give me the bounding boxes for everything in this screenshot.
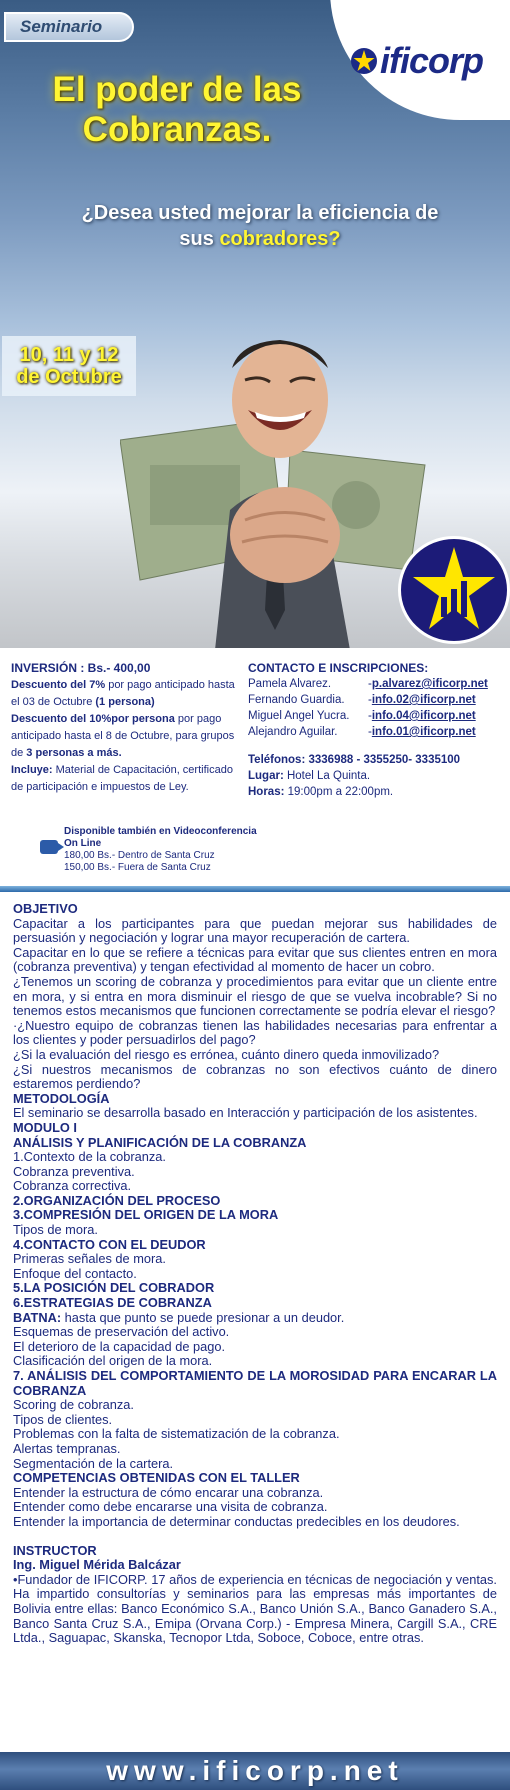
contact-email[interactable]: info.01@ificorp.net [371,726,476,738]
discount-2-text: por pago anticipado hasta el 8 de Octubre, para grupos de [11,713,235,759]
contact-name: Alejandro Aguilar. [248,726,338,738]
methodology-heading: METODOLOGÍA [13,1090,110,1106]
module-heading: MODULO I [13,1119,77,1135]
title-line-1: El poder de las [52,70,302,109]
discount-2 [11,711,243,762]
question-line-1: ¿Desea usted mejorar la eficiencia de [81,202,439,224]
contact-row: Fernando Guardia. - info.02@ificorp.net [248,694,476,706]
objective-p1: Capacitar a los participantes para que puedan mejorar sus habilidades de persuasión y negociación y lograr una mayor recuperación de cartera. [13,915,497,946]
module-line: Enfoque del contacto. [13,1265,137,1281]
dates-line-1: 10, 11 y 12 [19,344,119,366]
batna-label: BATNA: [13,1309,62,1325]
topic-heading: 4.CONTACTO CON EL DEUDOR [13,1236,206,1252]
objective-p2: Capacitar en lo que se refiere a técnicas para evitar que sus clientes entren en mora (cobranza preventiva) y tengan efectividad al momento de hacer un cobro. [13,944,497,975]
ificorp-star-seal [398,536,510,644]
investment-heading: INVERSIÓN : Bs.- 400,00 [11,661,151,675]
main-title [12,70,342,150]
location-value: Hotel La Quinta. [286,770,371,782]
discount-1-label: Descuento del 7% [11,679,106,691]
competency-item: Entender la estructura de cómo encarar una cobranza. [13,1484,324,1500]
title-line-2: Cobranzas. [82,110,272,149]
contact-heading: CONTACTO E INSCRIPCIONES: [248,661,429,675]
discount-1-note: (1 persona) [95,696,155,708]
contact-email[interactable]: p.alvarez@ificorp.net [371,678,488,690]
module-line: Esquemas de preservación del activo. [13,1324,230,1340]
videoconference-text [64,826,257,874]
topic-heading: 7. ANÁLISIS DEL COMPORTAMIENTO DE LA MOROSIDAD PARA ENCARAR LA COBRANZA [13,1368,497,1398]
topic-heading: 3.COMPRESIÓN DEL ORIGEN DE LA MORA [13,1207,279,1223]
ificorp-logo[interactable] [350,40,483,82]
contact-name: Fernando Guardia. [248,694,345,706]
module-line: Tipos de clientes. [13,1411,113,1427]
video-camera-icon [40,840,58,854]
instructor-name: Ing. Miguel Mérida Balcázar [13,1557,181,1573]
module-line: Problemas con la falta de sistematización de la cobranza. [13,1426,340,1442]
objective-p5: ¿Si la evaluación del riesgo es errónea, cuánto dinero queda inmovilizado? [13,1046,440,1062]
module-line: Scoring de cobranza. [13,1397,134,1413]
batna-text: hasta que punto se puede presionar a un deudor. [61,1309,345,1325]
discount-1-text: por pago anticipado hasta el 03 de Octubre [11,679,235,708]
section-divider [0,886,510,892]
topic-heading: 6.ESTRATEGIAS DE COBRANZA [13,1295,212,1311]
hours-value: 19:00pm a 22:00pm. [287,786,394,798]
dates-line-2: de Octubre [16,366,122,388]
videoconference-info [40,826,257,874]
hero-banner [0,0,510,648]
discount-2-label: Descuento del 10%por persona [11,713,175,725]
star-logo-icon [350,47,378,75]
question-highlight: cobradores? [219,228,341,250]
seminar-content [13,902,497,1646]
contact-row: Alejandro Aguilar. - info.01@ificorp.net [248,726,476,738]
contact-row: Miguel Angel Yucra. - info.04@ificorp.net [248,710,476,722]
competencies-heading: COMPETENCIAS OBTENIDAS CON EL TALLER [13,1470,300,1486]
module-title: ANÁLISIS Y PLANIFICACIÓN DE LA COBRANZA [13,1134,307,1150]
pricing-column [11,660,243,796]
competency-item: Entender como debe encararse una visita de cobranza. [13,1499,328,1515]
module-line: Clasificación del origen de la mora. [13,1353,213,1369]
includes-label: Incluye: [11,764,53,776]
module-line: Tipos de mora. [13,1222,98,1238]
vc-price-1: 180,00 Bs.- Dentro de Santa Cruz [64,850,215,861]
contact-name: Pamela Alvarez. [248,678,332,690]
hours [248,784,510,800]
competency-item: Entender la importancia de determinar conductas predecibles en los deudores. [13,1513,460,1529]
vc-title-2: On Line [64,838,102,849]
contact-row: Pamela Alvarez. - p.alvarez@ificorp.net [248,678,488,690]
module-line: Alertas tempranas. [13,1440,121,1456]
objective-heading: OBJETIVO [13,901,78,916]
module-line: 1.Contexto de la cobranza. [13,1149,166,1165]
phones-value: 3336988 - 3355250- 3335100 [308,754,461,766]
laughing-man-money-illustration [120,250,430,648]
vc-price-2: 150,00 Bs.- Fuera de Santa Cruz [64,862,211,873]
methodology-text: El seminario se desarrolla basado en Interacción y participación de los asistentes. [13,1105,478,1121]
contact-name: Miguel Angel Yucra. [248,710,350,722]
module-line: Cobranza preventiva. [13,1163,135,1179]
contact-email[interactable]: info.04@ificorp.net [371,710,476,722]
seminar-tag: Seminario [4,12,134,42]
module-line: El deterioro de la capacidad de pago. [13,1338,226,1354]
module-line: Cobranza correctiva. [13,1178,132,1194]
contact-column [248,660,510,800]
module-line: Primeras señales de mora. [13,1251,166,1267]
topic-heading: 5.LA POSICIÓN DEL COBRADOR [13,1280,215,1296]
includes [11,762,243,796]
module-line: Segmentación de la cartera. [13,1455,174,1471]
location-label: Lugar: [248,770,284,782]
event-dates [2,336,136,396]
batna-line [13,1311,497,1326]
star-chart-icon [409,545,499,635]
instructor-heading: INSTRUCTOR [13,1542,97,1558]
website-link[interactable]: www.ificorp.net [0,1752,510,1790]
contact-email[interactable]: info.02@ificorp.net [371,694,476,706]
logo-text: ificorp [380,40,484,81]
headline-question [30,200,490,252]
location [248,768,510,784]
question-mid: sus [179,228,220,250]
objective-p4: ·¿Nuestro equipo de cobranzas tienen las habilidades necesarias para enfrentar a los clientes y poder persuadirlos del pago? [13,1017,497,1048]
vc-title-1: Disponible también en Videoconferencia [64,826,257,837]
discount-2-note: 3 personas a más. [26,747,122,759]
phones [248,752,510,768]
discount-1 [11,677,243,711]
instructor-bio: •Fundador de IFICORP. 17 años de experiencia en técnicas de negociación y ventas. Ha impartido consultorías y seminarios para las empresas más importantes de Bolivia entre ellas: Banco Económico S.A., Banco Unión S.A., Banco Ganadero S.A., Banco Santa Cruz S.A., Emipa (Orvana Corp.) - Empresa Minera, Cargill S.A., CRE Ltda., Saguapac, Skanska, Tecnopor Ltda, Soboce, Coboce, entre otras. [13,1571,497,1646]
objective-p3: ¿Tenemos un scoring de cobranza y procedimientos para evitar que un cliente entre en mora, y si entra en mora disminuir el riesgo de que se vuelva incobrable? Si no tenemos estos mecanismos que funcionen correctamente se podría elevar el riesgo? [13,973,497,1019]
question-line-2 [30,226,490,252]
hours-label: Horas: [248,786,285,798]
objective-p6: ¿Si nuestros mecanismos de cobranzas no son efectivos cuánto de dinero estaremos perdiendo? [13,1061,497,1092]
includes-text: Material de Capacitación, certificado de participación e impuestos de Ley. [11,764,233,793]
phones-label: Teléfonos: [248,754,306,766]
topic-heading: 2.ORGANIZACIÓN DEL PROCESO [13,1192,221,1208]
